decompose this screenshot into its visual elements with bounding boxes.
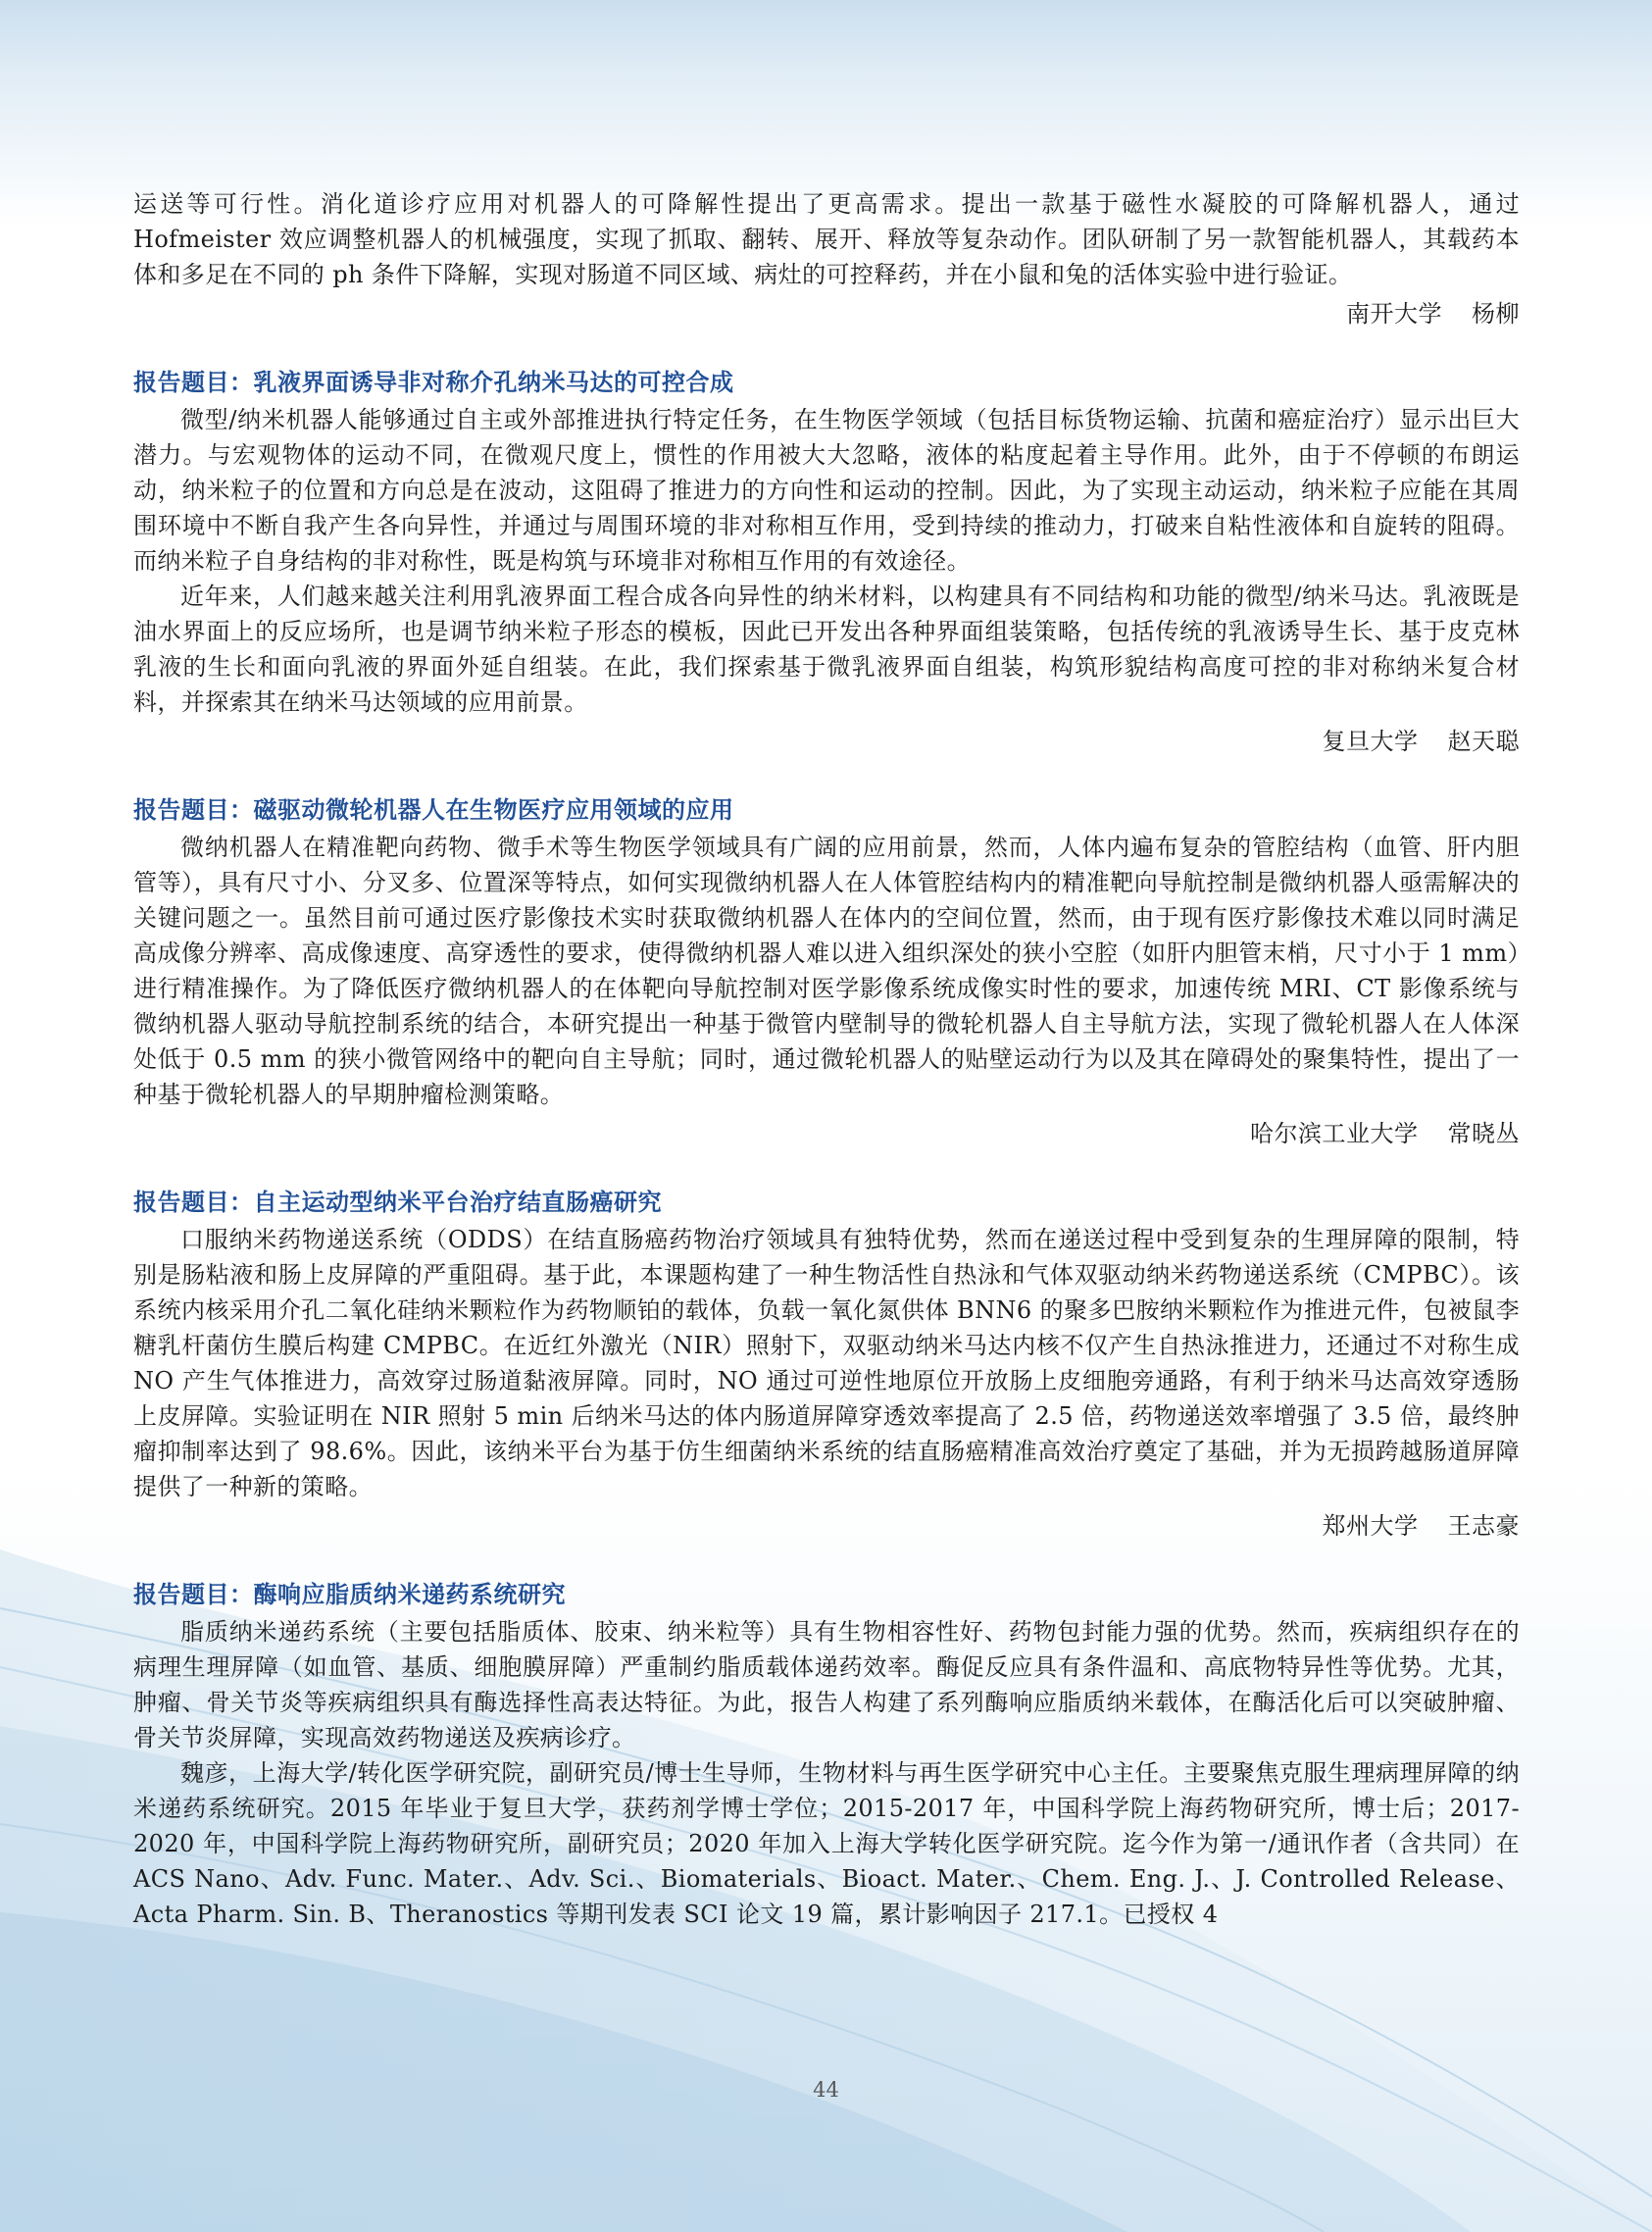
report-section-1 — [133, 365, 1520, 759]
author-organization: 复旦大学 — [1322, 728, 1419, 755]
intro-paragraph: 运送等可行性。消化道诊疗应用对机器人的可降解性提出了更高需求。提出一款基于磁性水凝胶的可降解机器人，通过 Hofmeister 效应调整机器人的机械强度，实现了抓取、翻转、展开、释放等复杂动作。团队研制了另一款智能机器人，其载药本体和多足在不同的 ph 条件下降解，实现对肠道不同区域、病灶的可控释药，并在小鼠和兔的活体实验中进行验证。 — [133, 190, 1520, 288]
intro-author — [133, 296, 1520, 331]
section-author — [133, 1116, 1520, 1151]
section-title: 报告题目：乳液界面诱导非对称介孔纳米马达的可控合成 — [133, 369, 734, 396]
section-paragraph: 微纳机器人在精准靶向药物、微手术等生物医学领域具有广阔的应用前景，然而，人体内遍布复杂的管腔结构（血管、肝内胆管等），具有尺寸小、分叉多、位置深等特点，如何实现微纳机器人在人体管腔结构内的精准靶向导航控制是微纳机器人亟需解决的关键问题之一。虽然目前可通过医疗影像技术实时获取微纳机器人在体内的空间位置，然而，由于现有医疗影像技术难以同时满足高成像分辨率、高成像速度、高穿透性的要求，使得微纳机器人难以进入组织深处的狭小空腔（如肝内胆管末梢，尺寸小于 1 mm）进行精准操作。为了降低医疗微纳机器人的在体靶向导航控制对医学影像系统成像实时性的要求，加速传统 MRI、CT 影像系统与微纳机器人驱动导航控制系统的结合，本研究提出一种基于微管内壁制导的微轮机器人自主导航方法，实现了微轮机器人在人体深处低于 0.5 mm 的狭小微管网络中的靶向自主导航；同时，通过微轮机器人的贴壁运动行为以及其在障碍处的聚集特性，提出了一种基于微轮机器人的早期肿瘤检测策略。 — [133, 834, 1520, 1108]
report-section-3 — [133, 1185, 1520, 1544]
author-name: 赵天聪 — [1447, 728, 1520, 755]
section-title: 报告题目：磁驱动微轮机器人在生物医疗应用领域的应用 — [133, 796, 734, 824]
section-title: 报告题目：自主运动型纳米平台治疗结直肠癌研究 — [133, 1189, 662, 1216]
author-organization: 哈尔滨工业大学 — [1250, 1120, 1419, 1147]
section-paragraph: 微型/纳米机器人能够通过自主或外部推进执行特定任务，在生物医学领域（包括目标货物运输、抗菌和癌症治疗）显示出巨大潜力。与宏观物体的运动不同，在微观尺度上，惯性的作用被大大忽略，液体的粘度起着主导作用。此外，由于不停顿的布朗运动，纳米粒子的位置和方向总是在波动，这阻碍了推进力的方向性和运动的控制。因此，为了实现主动运动，纳米粒子应能在其周围环境中不断自我产生各向异性，并通过与周围环境的非对称相互作用，受到持续的推动力，打破来自粘性液体和自旋转的阻碍。而纳米粒子自身结构的非对称性，既是构筑与环境非对称相互作用的有效途径。 — [133, 406, 1520, 575]
author-name: 王志豪 — [1447, 1512, 1520, 1540]
page-number: 44 — [813, 2078, 839, 2102]
author-organization: 南开大学 — [1346, 300, 1442, 328]
section-author — [133, 1508, 1520, 1544]
section-paragraph: 脂质纳米递药系统（主要包括脂质体、胶束、纳米粒等）具有生物相容性好、药物包封能力强的优势。然而，疾病组织存在的病理生理屏障（如血管、基质、细胞膜屏障）严重制约脂质载体递药效率。酶促反应具有条件温和、高底物特异性等优势。尤其，肿瘤、骨关节炎等疾病组织具有酶选择性高表达特征。为此，报告人构建了系列酶响应脂质纳米载体，在酶活化后可以突破肿瘤、骨关节炎屏障，实现高效药物递送及疾病诊疗。 — [133, 1618, 1520, 1751]
report-section-4 — [133, 1577, 1520, 1932]
report-section-2 — [133, 792, 1520, 1151]
author-name: 常晓丛 — [1447, 1120, 1520, 1147]
section-author — [133, 724, 1520, 759]
author-name: 杨柳 — [1472, 300, 1520, 328]
section-title: 报告题目：酶响应脂质纳米递药系统研究 — [133, 1581, 566, 1608]
author-organization: 郑州大学 — [1322, 1512, 1419, 1540]
section-paragraph: 魏彦，上海大学/转化医学研究院，副研究员/博士生导师，生物材料与再生医学研究中心主任。主要聚焦克服生理病理屏障的纳米递药系统研究。2015 年毕业于复旦大学，获药剂学博士学位；2015-2017 年，中国科学院上海药物研究所，博士后；2017-2020 年，中国科学院上海药物研究所，副研究员；2020 年加入上海大学转化医学研究院。迄今作为第一/通讯作者（含共同）在 ACS Nano、Adv. Func. Mater.、Adv. Sci.、Biomaterials、Bioact. Mater.、Chem. Eng. J.、J. Controlled Release、Acta Pharm. Sin. B、Theranostics 等期刊发表 SCI 论文 19 篇，累计影响因子 217.1。已授权 4 — [133, 1759, 1520, 1928]
section-paragraph: 口服纳米药物递送系统（ODDS）在结直肠癌药物治疗领域具有独特优势，然而在递送过程中受到复杂的生理屏障的限制，特别是肠粘液和肠上皮屏障的严重阻碍。基于此，本课题构建了一种生物活性自热泳和气体双驱动纳米药物递送系统（CMPBC）。该系统内核采用介孔二氧化硅纳米颗粒作为药物顺铂的载体，负载一氧化氮供体 BNN6 的聚多巴胺纳米颗粒作为推进元件，包被鼠李糖乳杆菌仿生膜后构建 CMPBC。在近红外激光（NIR）照射下，双驱动纳米马达内核不仅产生自热泳推进力，还通过不对称生成 NO 产生气体推进力，高效穿过肠道黏液屏障。同时，NO 通过可逆性地原位开放肠上皮细胞旁通路，有利于纳米马达高效穿透肠上皮屏障。实验证明在 NIR 照射 5 min 后纳米马达的体内肠道屏障穿透效率提高了 2.5 倍，药物递送效率增强了 3.5 倍，最终肿瘤抑制率达到了 98.6%。因此，该纳米平台为基于仿生细菌纳米系统的结直肠癌精准高效治疗奠定了基础，并为无损跨越肠道屏障提供了一种新的策略。 — [133, 1226, 1520, 1500]
section-paragraph: 近年来，人们越来越关注利用乳液界面工程合成各向异性的纳米材料，以构建具有不同结构和功能的微型/纳米马达。乳液既是油水界面上的反应场所，也是调节纳米粒子形态的模板，因此已开发出各种界面组装策略，包括传统的乳液诱导生长、基于皮克林乳液的生长和面向乳液的界面外延自组装。在此，我们探索基于微乳液界面自组装，构筑形貌结构高度可控的非对称纳米复合材料，并探索其在纳米马达领域的应用前景。 — [133, 583, 1520, 716]
page-content — [133, 186, 1520, 1932]
